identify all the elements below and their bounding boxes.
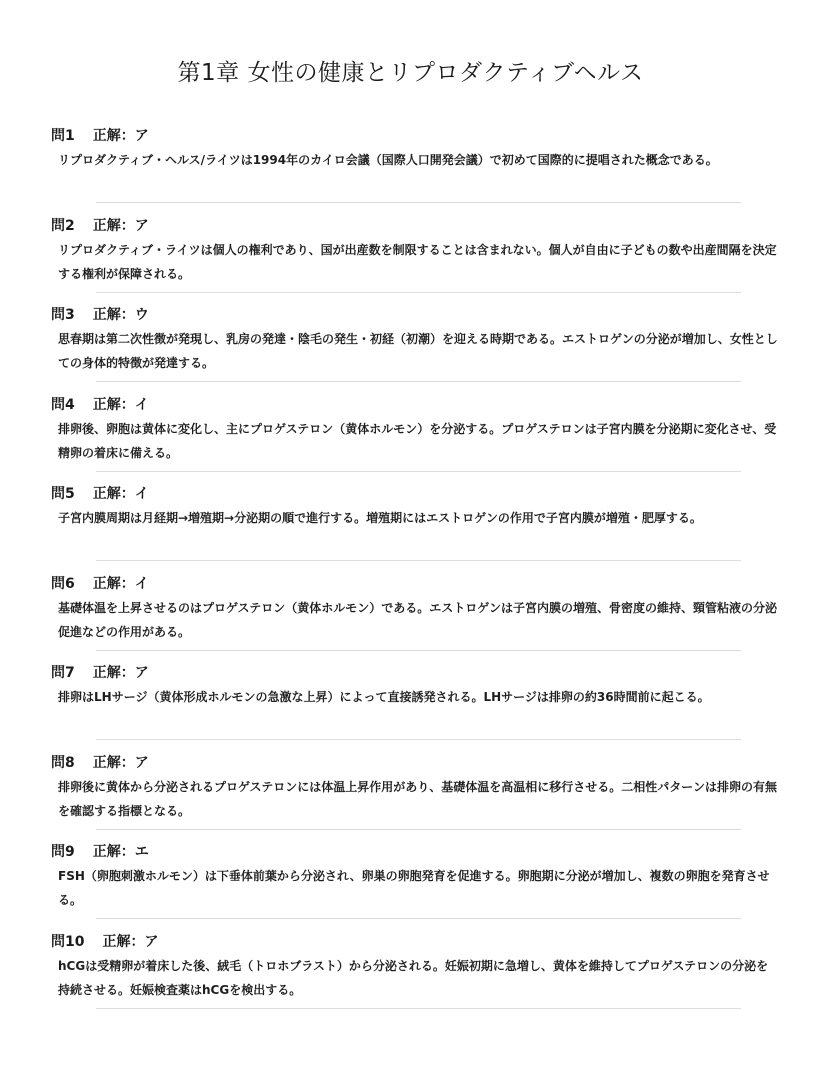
answer-header	[51, 931, 158, 951]
page-title: 第1章 女性の健康とリプロダクティブヘルス	[177, 60, 644, 86]
answer-item	[0, 568, 821, 658]
answer-header	[51, 125, 149, 145]
answer-item	[0, 657, 821, 747]
answer-explanation: hCGは受精卵が着床した後、絨毛（トロホブラスト）から分泌される。妊娠初期に急増し、黄体を維持してプロゲステロンの分泌を持続させる。妊娠検査薬はhCGを検出する。	[58, 958, 769, 997]
question-number: 問9	[51, 844, 75, 860]
divider	[96, 918, 741, 919]
answer-explanation: 排卵後に黄体から分泌されるプロゲステロンには体温上昇作用があり、基礎体温を高温相に移行させる。二相性パターンは排卵の有無を確認する指標となる。	[58, 779, 778, 818]
question-number: 問5	[51, 486, 75, 502]
divider	[96, 1008, 741, 1009]
correct-answer: 正解：ウ	[92, 307, 149, 323]
divider	[96, 829, 741, 830]
divider	[96, 560, 741, 561]
answer-header	[51, 394, 149, 414]
answer-item	[0, 747, 821, 837]
divider	[96, 650, 741, 651]
question-number: 問2	[51, 217, 75, 234]
answer-explanation: 排卵はLHサージ（黄体形成ホルモンの急激な上昇）によって直接誘発される。LHサージは排卵の約36時間前に起こる。	[58, 690, 710, 704]
correct-answer: 正解：イ	[92, 486, 149, 502]
correct-answer: 正解：エ	[92, 844, 149, 860]
divider	[96, 739, 741, 740]
answer-item	[0, 926, 821, 1016]
question-number: 問6	[51, 575, 75, 592]
answer-header	[51, 215, 149, 235]
answer-explanation: FSH（卵胞刺激ホルモン）は下垂体前葉から分泌され、卵巣の卵胞発育を促進する。卵胞期に分泌が増加し、複数の卵胞を発育させる。	[58, 869, 770, 907]
correct-answer: 正解：ア	[92, 217, 149, 234]
question-number: 問3	[51, 307, 75, 323]
answer-item	[0, 389, 821, 479]
correct-answer: 正解：ア	[102, 933, 159, 950]
correct-answer: 正解：イ	[92, 396, 149, 413]
question-number: 問7	[51, 665, 75, 681]
divider	[96, 381, 741, 382]
correct-answer: 正解：イ	[92, 575, 149, 592]
correct-answer: 正解：ア	[92, 128, 149, 144]
answer-explanation: リプロダクティブ・ヘルス/ライツは1994年のカイロ会議（国際人口開発会議）で初めて国際的に提唱された概念である。	[58, 153, 718, 167]
answer-explanation: 子宮内膜周期は月経期→増殖期→分泌期の順で進行する。増殖期にはエストロゲンの作用で子宮内膜が増殖・肥厚する。	[58, 511, 702, 525]
answer-item	[0, 120, 821, 210]
answer-header	[51, 752, 149, 772]
answer-list	[0, 120, 821, 1015]
divider	[96, 202, 741, 203]
answer-explanation: 思春期は第二次性徴が発現し、乳房の発達・陰毛の発生・初経（初潮）を迎える時期である。エストロゲンの分泌が増加し、女性としての身体的特徴が発達する。	[58, 332, 778, 370]
divider	[96, 471, 741, 472]
answer-header	[51, 573, 149, 593]
question-number: 問4	[51, 396, 75, 413]
answer-header	[51, 662, 149, 682]
divider	[96, 292, 741, 293]
answer-header	[51, 304, 149, 324]
answer-explanation: 排卵後、卵胞は黄体に変化し、主にプロゲステロン（黄体ホルモン）を分泌する。プロゲステロンは子宮内膜を分泌期に変化させ、受精卵の着床に備える。	[58, 421, 777, 460]
correct-answer: 正解：ア	[92, 754, 149, 771]
question-number: 問8	[51, 754, 75, 771]
question-number: 問10	[51, 933, 85, 950]
answer-explanation: リプロダクティブ・ライツは個人の権利であり、国が出産数を制限することは含まれない。個人が自由に子どもの数や出産間隔を決定する権利が保障される。	[58, 242, 777, 281]
question-number: 問1	[51, 128, 75, 144]
answer-explanation: 基礎体温を上昇させるのはプロゲステロン（黄体ホルモン）である。エストロゲンは子宮内膜の増殖、骨密度の維持、頸管粘液の分泌促進などの作用がある。	[58, 600, 778, 639]
answer-item	[0, 299, 821, 389]
answer-item	[0, 210, 821, 300]
answer-item	[0, 478, 821, 568]
answer-header	[51, 841, 149, 861]
answer-item	[0, 836, 821, 926]
answer-header	[51, 483, 149, 503]
correct-answer: 正解：ア	[92, 665, 149, 681]
